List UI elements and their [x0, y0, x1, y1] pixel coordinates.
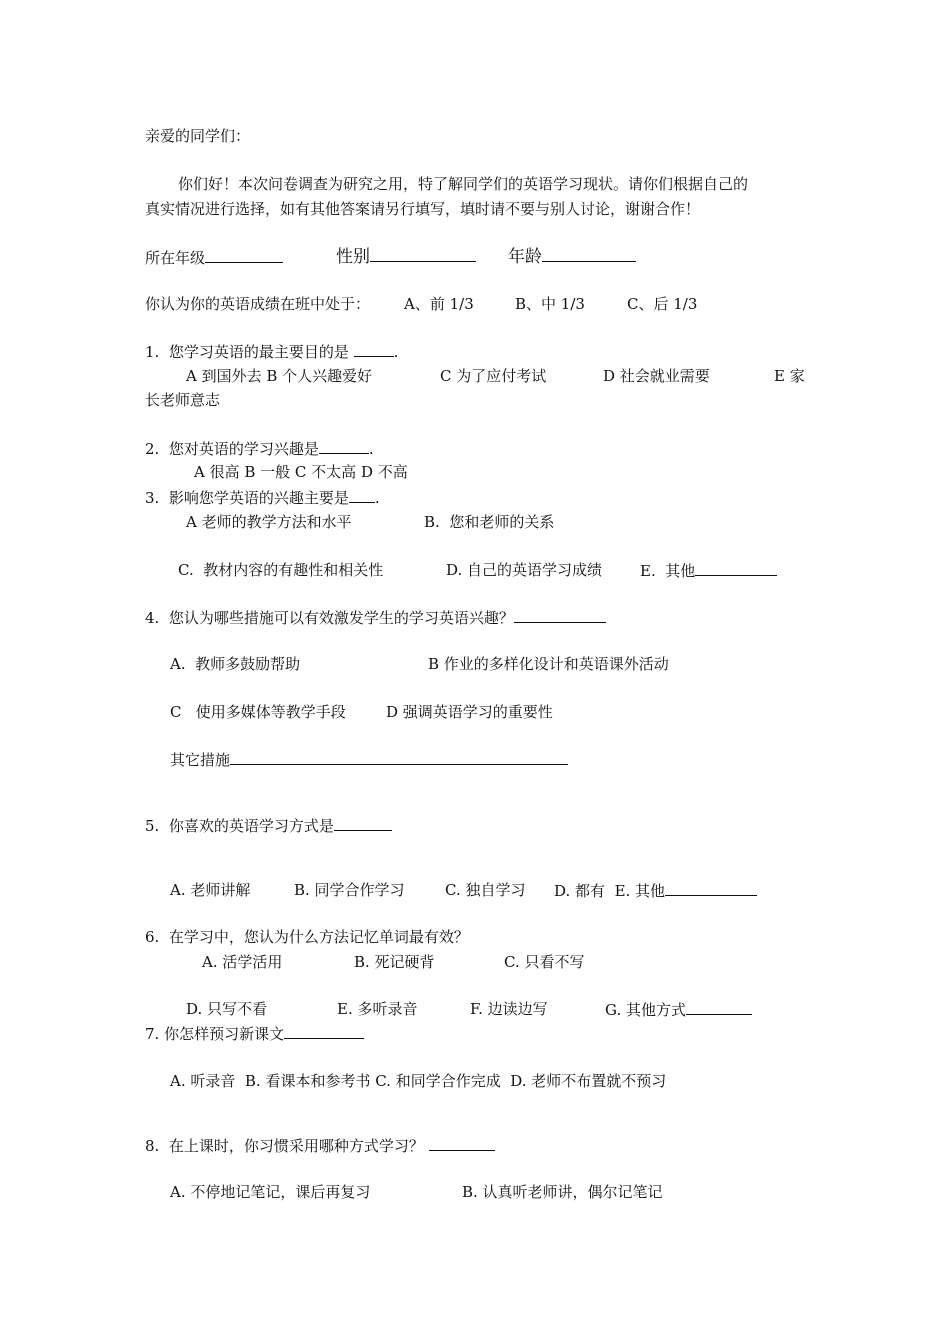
q4-option-a[interactable]: A. 教师多鼓励帮助	[170, 655, 301, 673]
question-4	[145, 607, 606, 628]
question-8	[145, 1135, 495, 1156]
q3-other-blank[interactable]	[695, 560, 777, 576]
q1-option-d[interactable]: D 社会就业需要	[603, 367, 710, 385]
intro-line-1: 你们好！本次问卷调查为研究之用，特了解同学们的英语学习现状。请你们根据自己的	[178, 175, 749, 193]
q4-other-label: 其它措施	[170, 751, 231, 769]
question-3-blank[interactable]	[349, 487, 375, 503]
question-5-text: 5. 你喜欢的英语学习方式是	[145, 817, 334, 835]
q8-option-a[interactable]: A. 不停地记笔记，课后再复习	[170, 1183, 371, 1201]
question-7-blank[interactable]	[284, 1023, 364, 1039]
gender-label: 性别	[336, 247, 370, 267]
q3-option-a[interactable]: A 老师的教学方法和水平	[186, 513, 352, 531]
q4-option-c[interactable]: C 使用多媒体等教学手段	[170, 703, 346, 721]
age-field	[508, 246, 636, 267]
question-2-tail: .	[368, 440, 374, 458]
q5-option-de[interactable]	[554, 880, 757, 901]
age-label: 年龄	[508, 247, 542, 267]
q6-option-e[interactable]: E. 多听录音	[337, 1000, 418, 1018]
age-blank[interactable]	[542, 246, 636, 262]
q6-option-g-label: G. 其他方式	[605, 1001, 686, 1019]
question-5	[145, 815, 392, 836]
q5-other-blank[interactable]	[665, 880, 757, 896]
question-6: 6. 在学习中，您认为什么方法记忆单词最有效？	[145, 928, 469, 946]
question-8-blank[interactable]	[429, 1135, 495, 1151]
question-4-blank[interactable]	[514, 607, 606, 623]
q1-option-e[interactable]: E 家	[774, 367, 805, 385]
question-2	[145, 438, 374, 459]
question-1-text: 1. 您学习英语的最主要目的是	[145, 343, 354, 361]
question-1-blank[interactable]	[354, 341, 394, 357]
q5-option-c[interactable]: C. 独自学习	[445, 881, 526, 899]
grade-blank[interactable]	[205, 247, 283, 263]
q4-option-b[interactable]: B 作业的多样化设计和英语课外活动	[428, 655, 669, 673]
question-3-text: 3. 影响您学英语的兴趣主要是	[145, 489, 349, 507]
q3-option-c[interactable]: C. 教材内容的有趣性和相关性	[178, 561, 384, 579]
question-3-tail: .	[374, 489, 380, 507]
q6-other-blank[interactable]	[686, 999, 752, 1015]
greeting: 亲爱的同学们：	[145, 127, 251, 145]
q6-option-a[interactable]: A. 活学活用	[202, 953, 283, 971]
rank-option-c[interactable]: C、后 1/3	[627, 295, 698, 313]
q4-option-d[interactable]: D 强调英语学习的重要性	[386, 703, 553, 721]
q8-option-b[interactable]: B. 认真听老师讲，偶尔记笔记	[462, 1183, 663, 1201]
q5-option-b[interactable]: B. 同学合作学习	[294, 881, 405, 899]
grade-label: 所在年级	[145, 249, 206, 267]
q2-options[interactable]: A 很高 B 一般 C 不太高 D 不高	[194, 463, 408, 481]
q6-option-c[interactable]: C. 只看不写	[504, 953, 585, 971]
question-2-blank[interactable]	[319, 438, 369, 454]
gender-field	[336, 246, 476, 267]
rank-question: 你认为你的英语成绩在班中处于：	[145, 295, 371, 313]
question-2-text: 2. 您对英语的学习兴趣是	[145, 440, 319, 458]
question-8-text: 8. 在上课时，你习惯采用哪种方式学习？	[145, 1137, 429, 1155]
q6-option-g[interactable]	[605, 999, 752, 1020]
q4-other	[170, 749, 568, 770]
q7-options[interactable]: A. 听录音 B. 看课本和参考书 C. 和同学合作完成 D. 老师不布置就不预习	[170, 1072, 667, 1090]
grade-field	[145, 247, 283, 268]
question-5-blank[interactable]	[334, 815, 392, 831]
question-7-text: 7. 你怎样预习新课文	[145, 1025, 285, 1043]
q4-other-blank[interactable]	[230, 749, 568, 765]
q5-option-de-label: D. 都有 E. 其他	[554, 882, 666, 900]
intro-line-2: 真实情况进行选择，如有其他答案请另行填写，填时请不要与别人讨论，谢谢合作！	[145, 200, 701, 218]
question-7	[145, 1023, 364, 1044]
gender-blank[interactable]	[370, 246, 476, 262]
q3-option-d[interactable]: D. 自己的英语学习成绩	[446, 561, 603, 579]
question-1-tail: .	[393, 343, 399, 361]
q5-option-a[interactable]: A. 老师讲解	[170, 881, 251, 899]
q3-option-e[interactable]	[640, 560, 777, 581]
question-3	[145, 487, 380, 508]
question-1	[145, 341, 398, 362]
q1-option-ab[interactable]: A 到国外去 B 个人兴趣爱好	[186, 367, 373, 385]
rank-option-a[interactable]: A、前 1/3	[404, 295, 474, 313]
q3-option-e-label: E. 其他	[640, 562, 696, 580]
question-4-text: 4. 您认为哪些措施可以有效激发学生的学习英语兴趣？	[145, 609, 514, 627]
q1-option-e-wrap: 长老师意志	[145, 391, 221, 409]
q6-option-f[interactable]: F. 边读边写	[470, 1000, 548, 1018]
rank-option-b[interactable]: B、中 1/3	[515, 295, 585, 313]
q3-option-b[interactable]: B. 您和老师的关系	[424, 513, 555, 531]
q6-option-d[interactable]: D. 只写不看	[186, 1000, 268, 1018]
q1-option-c[interactable]: C 为了应付考试	[440, 367, 547, 385]
q6-option-b[interactable]: B. 死记硬背	[354, 953, 435, 971]
